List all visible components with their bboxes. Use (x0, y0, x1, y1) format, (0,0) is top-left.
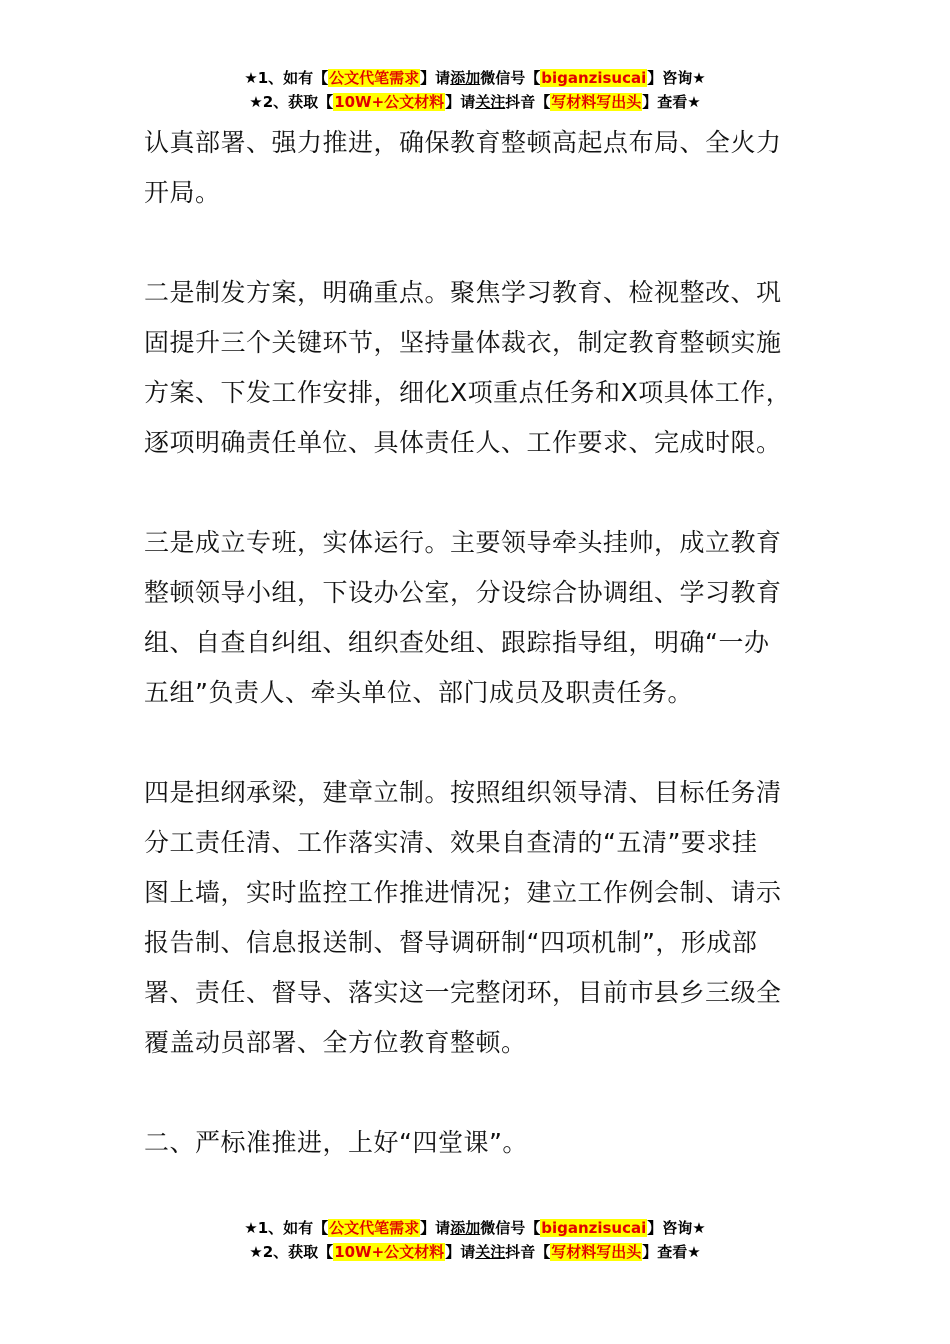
promo-line-1 (0, 1216, 950, 1240)
promo-highlight: 公文代笔需求 (329, 1219, 420, 1237)
promo-underlined: 添加 (450, 69, 481, 87)
promo-banner-bottom (0, 1216, 950, 1264)
promo-line-1 (0, 66, 950, 90)
text-line: 开局。 (144, 178, 221, 207)
promo-highlight: 写材料写出头 (551, 93, 642, 111)
promo-highlight: biganzisucai (541, 1219, 647, 1237)
promo-banner-top (0, 66, 950, 114)
promo-text: 】咨询★ (647, 1219, 706, 1237)
text-line: 四是担纲承梁，建章立制。按照组织领导清、目标任务清 (144, 778, 782, 807)
promo-text: 】咨询★ (647, 69, 706, 87)
promo-highlight: 写材料写出头 (551, 1243, 642, 1261)
paragraph-gap (144, 468, 812, 518)
promo-highlight: 公文代笔需求 (329, 69, 420, 87)
section-heading (144, 1118, 812, 1168)
text-line: 覆盖动员部署、全方位教育整顿。 (144, 1028, 527, 1057)
promo-text: ★2、获取【 (249, 1243, 334, 1261)
promo-text: 微信号【 (480, 1219, 541, 1237)
promo-underlined: 添加 (450, 1219, 481, 1237)
paragraph-gap (144, 218, 812, 268)
paragraph-gap (144, 1068, 812, 1118)
document-body (144, 118, 812, 1168)
text-line: 三是成立专班，实体运行。主要领导牵头挂帅，成立教育 (144, 528, 782, 557)
text-line: 整顿领导小组，下设办公室，分设综合协调组、学习教育 (144, 578, 782, 607)
promo-text: 】请 (420, 69, 451, 87)
promo-text: 】请 (445, 93, 476, 111)
text-line: 二、严标准推进，上好“四堂课”。 (144, 1128, 528, 1157)
text-line: 报告制、信息报送制、督导调研制“四项机制”，形成部 (144, 928, 758, 957)
text-line: 组、自查自纠组、组织查处组、跟踪指导组，明确“一办 (144, 628, 770, 657)
text-line: 方案、下发工作安排，细化X项重点任务和X项具体工作， (144, 378, 792, 407)
text-line: 逐项明确责任单位、具体责任人、工作要求、完成时限。 (144, 428, 782, 457)
paragraph (144, 768, 812, 1068)
promo-highlight: 10W+公文材料 (334, 93, 445, 111)
promo-line-2 (0, 90, 950, 114)
text-line: 二是制发方案，明确重点。聚焦学习教育、检视整改、巩 (144, 278, 782, 307)
paragraph (144, 518, 812, 718)
promo-underlined: 关注 (475, 1243, 506, 1261)
text-line: 分工责任清、工作落实清、效果自查清的“五清”要求挂 (144, 828, 758, 857)
promo-text: 】查看★ (642, 93, 701, 111)
paragraph (144, 268, 812, 468)
promo-highlight: 10W+公文材料 (334, 1243, 445, 1261)
promo-text: ★2、获取【 (249, 93, 334, 111)
promo-text: 抖音【 (505, 1243, 551, 1261)
promo-text: 】请 (420, 1219, 451, 1237)
promo-text: 微信号【 (480, 69, 541, 87)
text-line: 图上墙，实时监控工作推进情况；建立工作例会制、请示 (144, 878, 782, 907)
promo-text: ★1、如有【 (244, 1219, 329, 1237)
text-line: 署、责任、督导、落实这一完整闭环，目前市县乡三级全 (144, 978, 782, 1007)
promo-text: 】查看★ (642, 1243, 701, 1261)
text-line: 固提升三个关键环节，坚持量体裁衣，制定教育整顿实施 (144, 328, 782, 357)
promo-line-2 (0, 1240, 950, 1264)
promo-text: ★1、如有【 (244, 69, 329, 87)
paragraph-gap (144, 718, 812, 768)
text-line: 五组”负责人、牵头单位、部门成员及职责任务。 (144, 678, 693, 707)
paragraph (144, 118, 812, 218)
promo-text: 抖音【 (505, 93, 551, 111)
promo-underlined: 关注 (475, 93, 506, 111)
text-line: 认真部署、强力推进，确保教育整顿高起点布局、全火力 (144, 128, 782, 157)
promo-text: 】请 (445, 1243, 476, 1261)
promo-highlight: biganzisucai (541, 69, 647, 87)
